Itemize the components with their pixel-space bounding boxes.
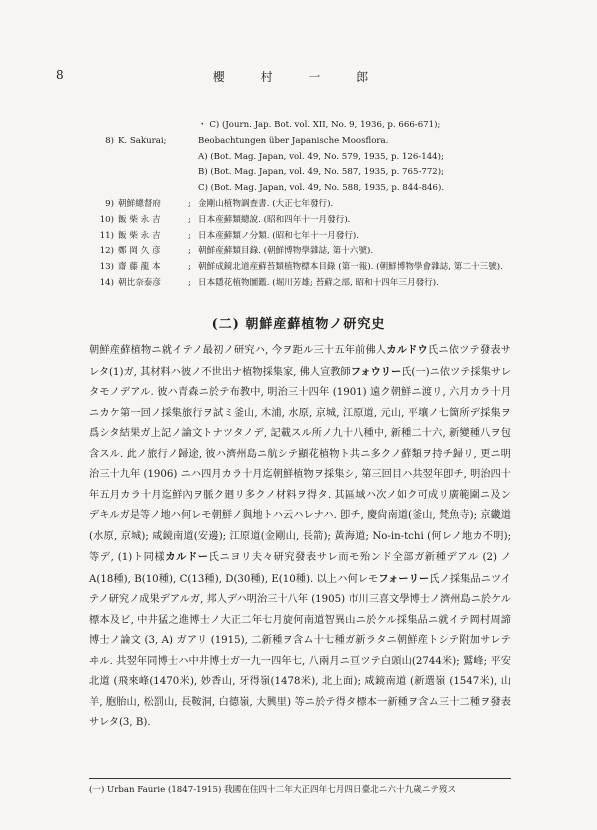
body-text-segment: 氏(一)ニ依ツテ採集サレタモノデアル. 彼ハ青森ニ於テ布教中, 明治三十四年 (1901) 遠ク朝鮮ニ渡リ, 六月カラ十月ニカケ第一回ノ採集旅行ヲ試ミ釜山, 木浦, 水原, 京城, 江原道, 元山, 平壤ノ七箇所デ採集ヲ爲シタ結果ガ上記ノ論文トナツタノデ, 記載スル所ノ九十八種中, 新種二十六, 新變種八ヲ包含スル. 此ノ旅行ノ歸途, 彼ハ濟州島ニ航シテ顯花植物ト共ニ多クノ蘚類ヲ持チ歸リ, 更ニ明治三十九年 (1906) ニハ四月カラ十月迄朝鮮植物ヲ採集シ, 第三回目ハ共翌年卽チ, 明治四十年五月カラ十月迄鮮內ヲ脈ク廻リ多クノ材料ヲ得タ. 其區域ハ次ノ如ク可成リ廣範圍ニ及ンデキルガ是等ノ地ハ何レモ朝鮮ノ與地トハ云ハレナハ. 卽チ, 慶尙南道(釜山, 梵魚寺); 京畿道(水原, 京城); 咸鏡南道(安邊); 江原道(金剛山, 長箭); 黃海道; No-in-tchi (何レノ地カ不明); 等デ, (1)ト同樣 [89,366,511,563]
reference-text: C) (Bot. Mag. Japan, vol. 49, No. 588, 1935, p. 844-846). [198,183,445,194]
reference-number: 14) [99,277,114,288]
reference-row [62,181,562,197]
person-name: カルドー [165,551,209,563]
reference-list [62,118,562,292]
body-text-segment: 氏ニ依ツテ發表サレタ(1)ガ, 其材料ハ彼ノ不世出ナ植物採集家, 佛人宣教師 [89,345,511,378]
running-title: 櫻 村 一 郎 [212,70,385,84]
reference-author [114,165,188,181]
reference-number [62,150,114,166]
reference-row [62,213,562,229]
reference-separator: ; [188,277,191,288]
reference-author: 飯 柴 永 吉 [118,230,161,241]
body-text-segment: 氏ノ採集品ニツイテノ研究ノ成果デアルガ, 邦人デハ明治三十八年 (1905) 市川三喜文學博士ノ濟州島ニ於ケル標本及ビ, 中井猛之進博士ノ大正二年七月旋何南道智異山ニ於ケル採集品ニ就イテ岡村周諦博士ノ論文 (3, A) ガアリ (1915), 二新種ヲ含ム十七種ガ新ラタニ朝鮮産トシテ附加サレテヰル. 共翌年同博士ハ中井博士ガ一九一四年七, 八兩月ニ亘ツテ白頭山(2744米); 鷲峰; 平安北道 (飛來峰(1470米), 妙香山, 牙得嶺(1478米), 北上面); 咸鏡南道 (新選嶺 (1547米), 山羊, 胞胎山, 松罰山, 長鞍洞, 白德嶺, 大興里) 等ニ於テ得タ標本一新種ヲ含ム三十二種ヲ發表サレタ(3, B). [89,573,511,728]
reference-row [62,244,562,260]
reference-separator [188,118,198,134]
reference-text: 朝鮮成鏡北道産蘚苔類植物標本目錄 (第一報). (朝鮮博物學會雜誌, 第二十三號). [198,262,503,273]
reference-text: Beobachtungen über Japanische Moosflora. [198,135,389,146]
reference-author: 鄭 岡 久 彦 [118,246,161,257]
reference-author: 飯 柴 永 吉 [118,214,161,225]
reference-row [62,260,562,276]
body-paragraph [89,340,511,734]
reference-separator: ; [188,198,191,209]
reference-separator [188,181,198,197]
reference-author [114,118,188,134]
reference-number [62,118,114,134]
section-title: (二) 朝鮮産蘚植物ノ研究史 [211,317,386,332]
reference-separator [188,150,198,166]
reference-author [114,150,188,166]
body-text-segment: 氏ニヨリ夫々研究發表サレ而モ殆ンド全部ガ新種デアル (2) ノA(18種), B(10種), C(13種), D(30種), E(10種). 以上ハ何レモ [89,552,512,585]
reference-separator [188,134,198,150]
reference-number [62,165,114,181]
reference-text: 金剛山植物調査書. (大正七年發行). [198,198,334,209]
reference-text: 朝鮮産蘚類目錄. (朝鮮博物學雜誌, 第十六號). [198,246,374,257]
body-text-segment: 朝鮮産蘚植物ニ就イテノ最初ノ研究ハ, 今ヲ距ル三十五年前佛人 [89,345,387,356]
reference-number [62,181,114,197]
reference-text: B) (Bot. Mag. Japan, vol. 49, No. 587, 1935, p. 765-772); [198,167,445,178]
reference-separator: ; [188,262,191,273]
reference-number: 9) [105,198,114,209]
reference-separator: ; [188,246,191,257]
person-name: カルドウ [386,344,428,356]
reference-separator: ; [188,214,191,225]
reference-separator [188,165,198,181]
reference-row [62,229,562,245]
reference-row [62,134,562,150]
footnote: (一) Urban Faurie (1847-1915) 我國在住四十二年大正四年七月四日臺北ニ六十九歲ニテ歿ス [89,785,457,795]
reference-row [62,118,562,134]
reference-number: 12) [99,246,114,257]
reference-text: A) (Bot. Mag. Japan, vol. 49, No. 579, 1935, p. 126-144); [198,151,444,162]
reference-text: 日本隱花植物圖鑑. (堀川芳雄; 苔蘚之部, 昭和十四年三月發行). [198,277,439,288]
reference-author [114,181,188,197]
reference-author: K. Sakurai; [118,135,167,146]
reference-author: 朝比奈泰彦 [118,277,161,288]
reference-number: 11) [99,230,114,241]
reference-text: 日本産蘚類ノ分類. (昭和七年十一月發行). [198,230,359,241]
footnote-divider [89,778,511,779]
reference-row [62,150,562,166]
reference-row [62,197,562,213]
reference-author: 齋 藤 龍 本 [118,262,161,273]
reference-text: ・ C) (Journ. Jap. Bot. vol. XII, No. 9, 1936, p. 666-671); [198,120,441,130]
reference-row [62,276,562,292]
reference-number: 8) [105,135,114,146]
person-name: フォウリー [350,365,402,378]
person-name: フォーリー [378,572,430,585]
reference-author: 朝鮮總督府 [118,198,161,209]
reference-separator: ; [188,230,191,241]
reference-number: 10) [99,214,114,225]
reference-number: 13) [99,262,114,273]
page-number: 8 [56,68,64,82]
reference-row [62,165,562,181]
reference-text: 日本産蘚類總說. (昭和四年十一月發行). [198,214,351,225]
